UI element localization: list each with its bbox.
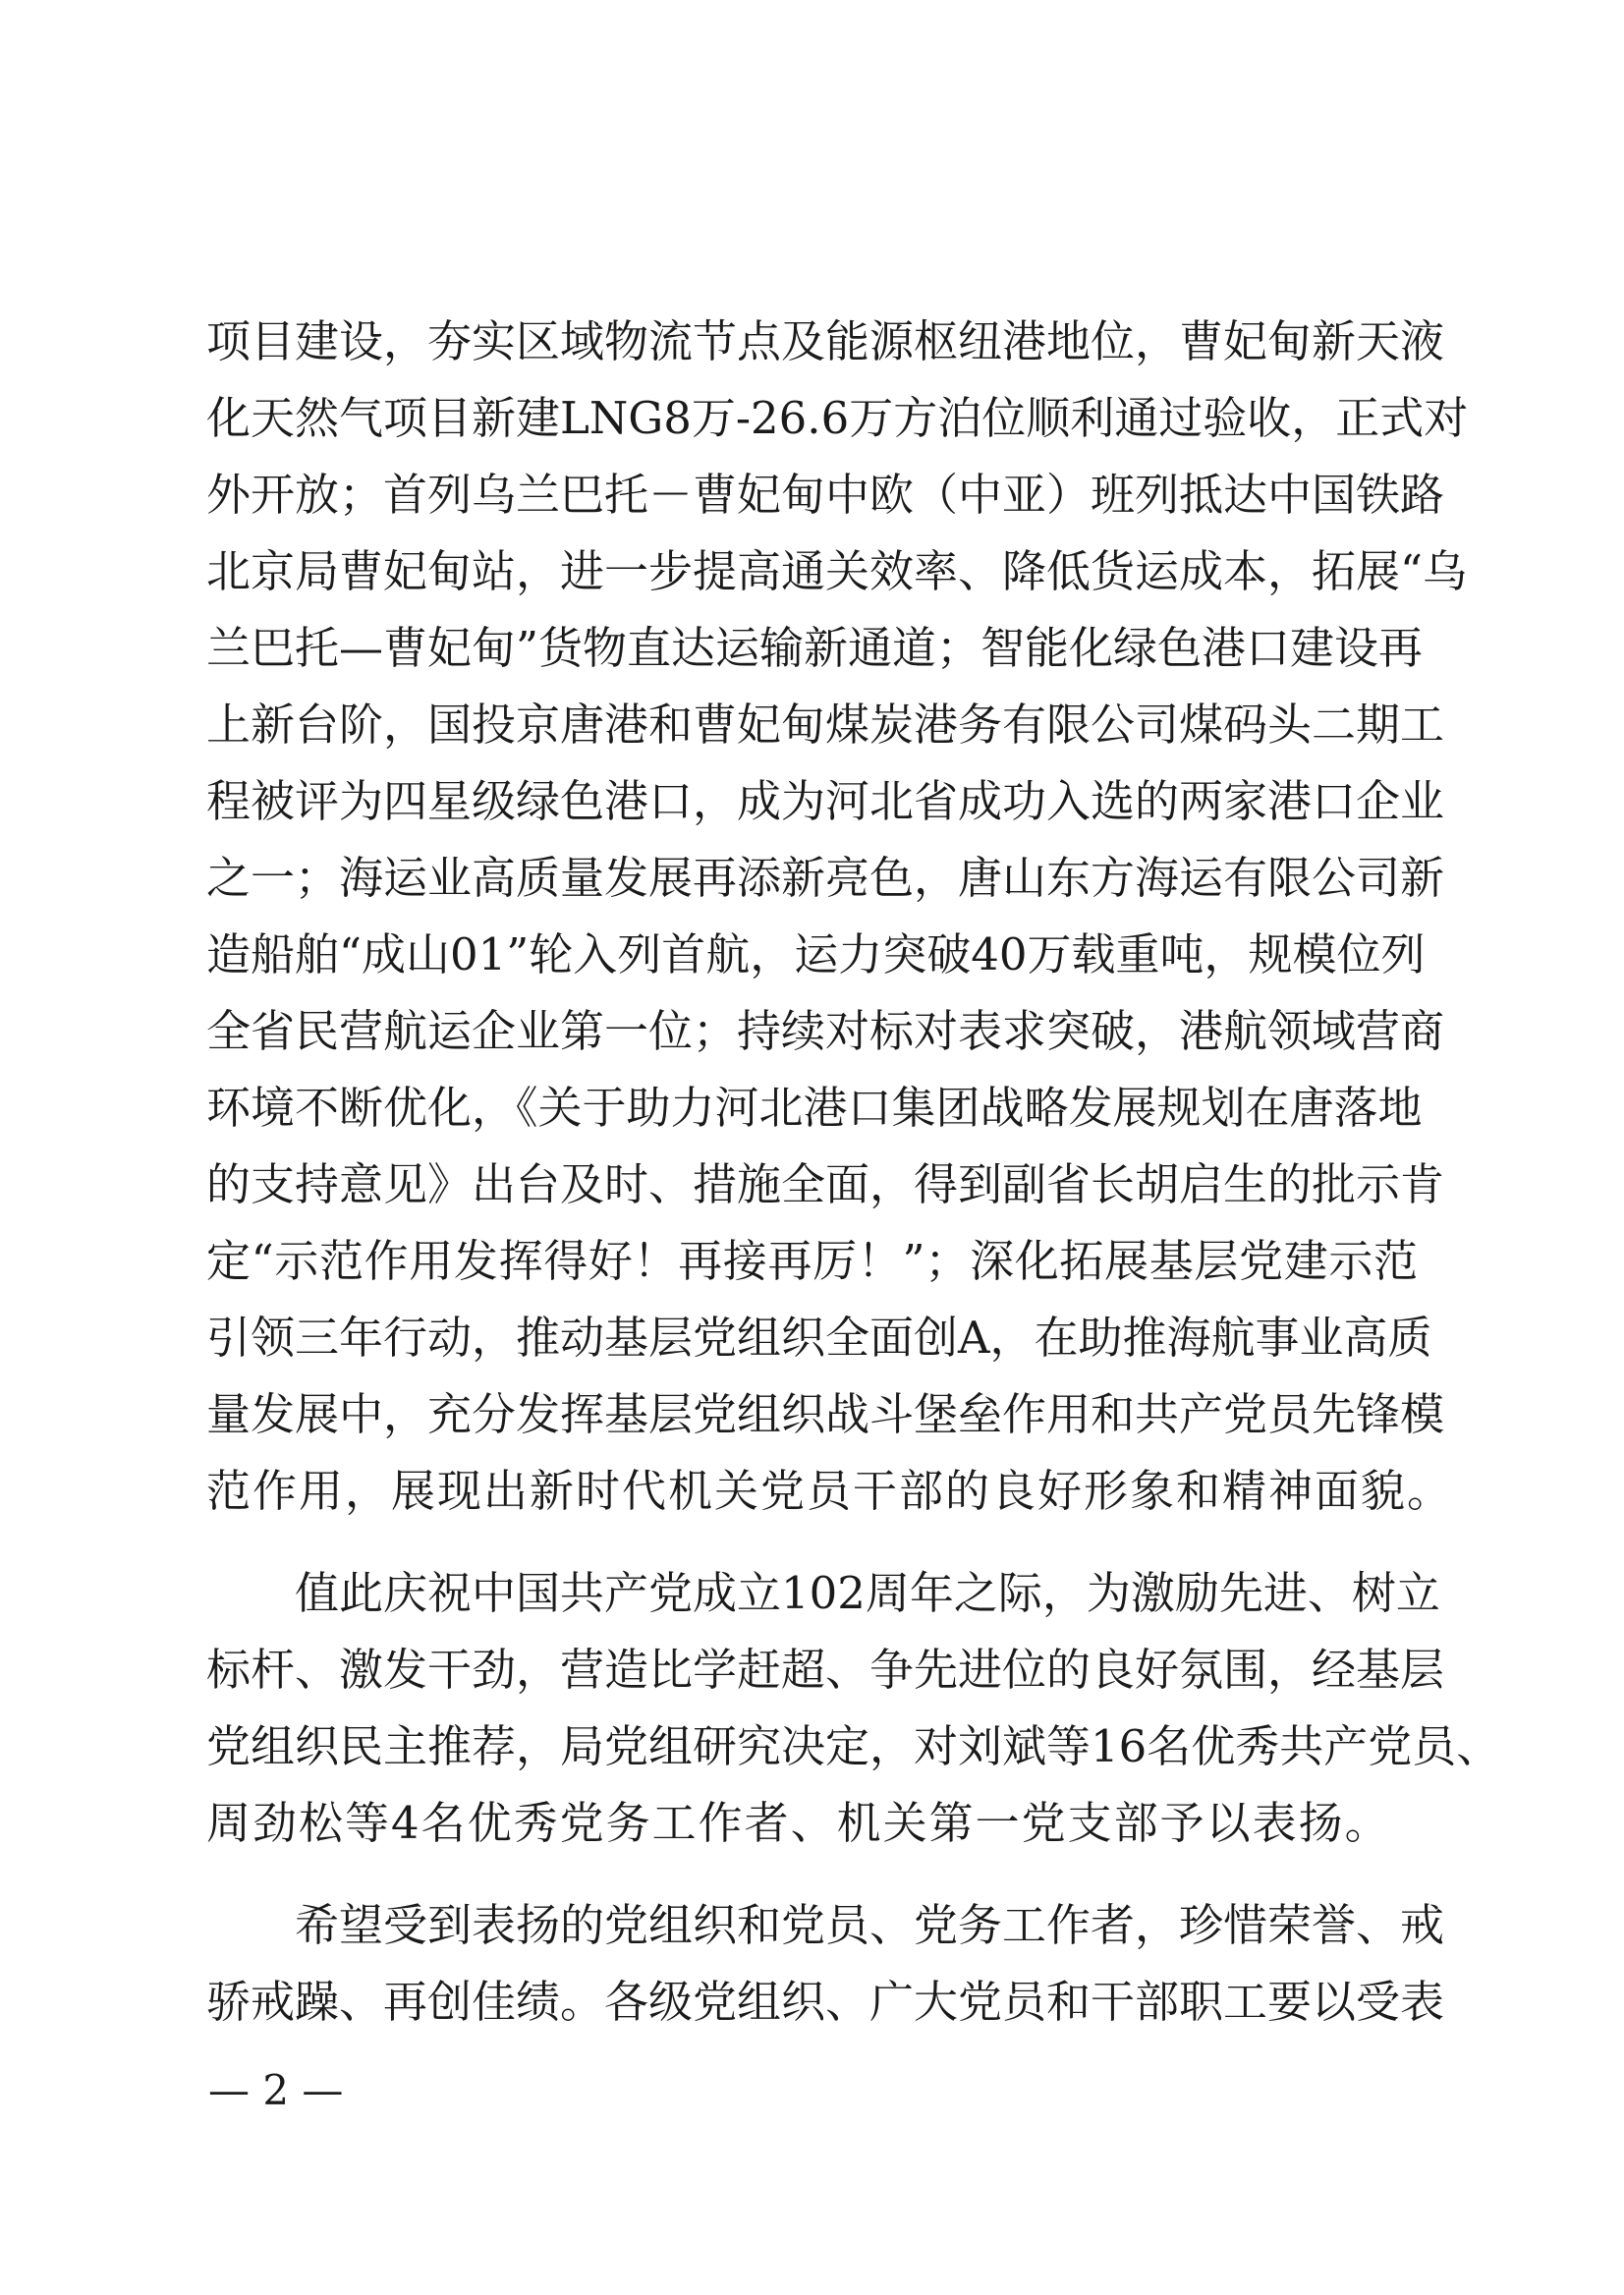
paragraph-line: 党组织民主推荐，局党组研究决定，对刘斌等16名优秀共产党员、: [206, 1720, 1501, 1772]
paragraph-line: 造船舶“成山01”轮入列首航，运力突破40万载重吨，规模位列: [206, 928, 1426, 980]
paragraph-line: 值此庆祝中国共产党成立102周年之际，为激励先进、树立: [295, 1567, 1440, 1619]
page-number: — 2 —: [208, 2066, 344, 2114]
paragraph-line: 上新台阶，国投京唐港和曹妃甸煤炭港务有限公司煤码头二期工: [206, 699, 1445, 751]
paragraph-line: 全省民营航运企业第一位；持续对标对表求突破，港航领域营商: [206, 1005, 1445, 1057]
paragraph-line: 之一；海运业高质量发展再添新亮色，唐山东方海运有限公司新: [206, 852, 1445, 904]
paragraph-line: 的支持意见》出台及时、措施全面，得到副省长胡启生的批示肯: [206, 1158, 1445, 1210]
paragraph-line: 骄戒躁、再创佳绩。各级党组织、广大党员和干部职工要以受表: [206, 1976, 1445, 2028]
paragraph-line: 化天然气项目新建LNG8万-26.6万方泊位顺利通过验收，正式对: [206, 392, 1469, 444]
paragraph-line: 程被评为四星级绿色港口，成为河北省成功入选的两家港口企业: [206, 775, 1445, 827]
paragraph-line: 量发展中，充分发挥基层党组织战斗堡垒作用和共产党员先锋模: [206, 1388, 1445, 1440]
paragraph-line: 兰巴托—曹妃甸”货物直达运输新通道；智能化绿色港口建设再: [206, 622, 1424, 674]
paragraph-line: 定“示范作用发挥得好！再接再厉！”；深化拓展基层党建示范: [206, 1235, 1418, 1287]
paragraph-line: 范作用，展现出新时代机关党员干部的良好形象和精神面貌。: [206, 1465, 1454, 1517]
paragraph-line: 外开放；首列乌兰巴托－曹妃甸中欧（中亚）班列抵达中国铁路: [206, 469, 1445, 521]
paragraph-line: 项目建设，夯实区域物流节点及能源枢纽港地位，曹妃甸新天液: [206, 315, 1445, 367]
paragraph-line: 北京局曹妃甸站，进一步提高通关效率、降低货运成本，拓展“乌: [206, 545, 1468, 597]
paragraph-line: 标杆、激发干劲，营造比学赶超、争先进位的良好氛围，经基层: [206, 1644, 1445, 1696]
paragraph-line: 周劲松等4名优秀党务工作者、机关第一党支部予以表扬。: [206, 1797, 1391, 1849]
paragraph-line: 环境不断优化，《关于助力河北港口集团战略发展规划在唐落地: [206, 1082, 1423, 1134]
paragraph-line: 希望受到表扬的党组织和党员、党务工作者，珍惜荣誉、戒: [295, 1899, 1445, 1951]
paragraph-line: 引领三年行动，推动基层党组织全面创A，在助推海航事业高质: [206, 1312, 1432, 1364]
